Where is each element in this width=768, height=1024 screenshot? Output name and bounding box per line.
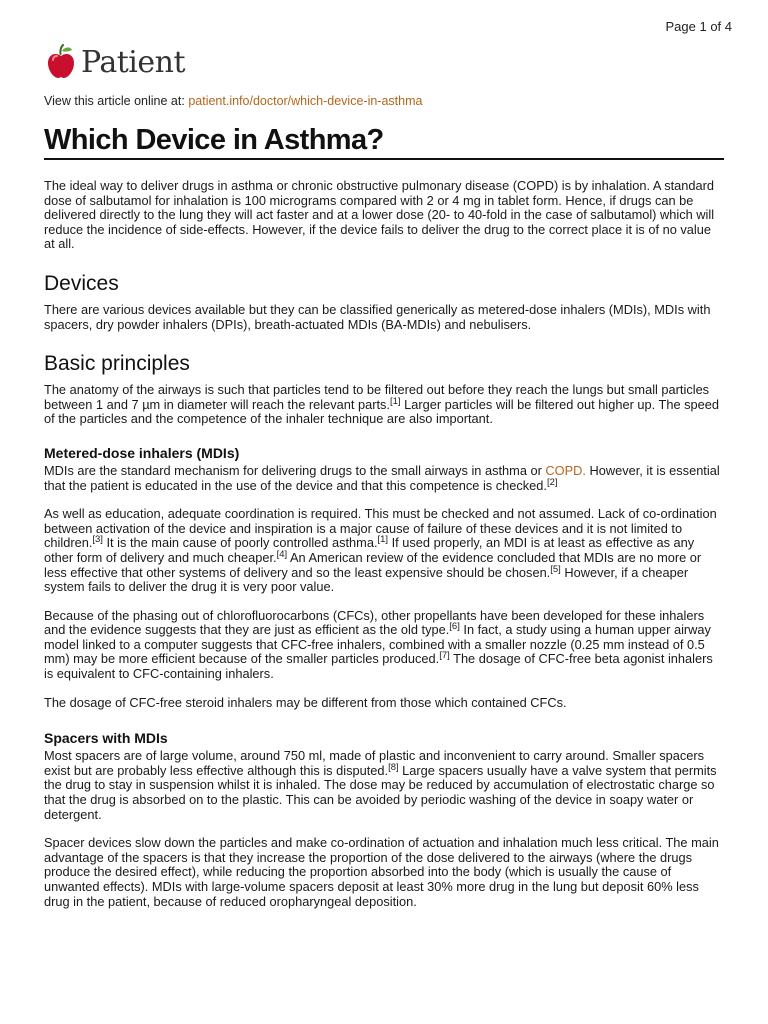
mdi-paragraph-4: The dosage of CFC-free steroid inhalers may be different from those which contained CFCs. [44,694,567,710]
reference-link[interactable]: [1] [377,534,389,546]
devices-paragraph: There are various devices available but they can be classified generically as metered-dose inhalers (MDIs), MDIs with spacers, dry powder inhalers (DPIs), breath-actuated MDIs (BA-MDIs) and nebulisers. [44,301,711,332]
reference-link[interactable]: [1] [389,395,401,407]
devices-heading: Devices [44,271,119,295]
logo-text: Patient [81,44,186,80]
reference-link[interactable]: [7] [439,650,450,662]
reference-link[interactable]: [2] [546,476,558,488]
mdi-paragraph-2: As well as education, adequate coordination is required. This must be checked and not assumed. Lack of co-ordination between activation of the device and inspiration is a major cause of failure of these devices and it is not limited to children.[3] It is the main cause of poorly controlled asthma.[1] If used properly, an MDI is at least as effective as any other form of delivery and much cheaper.[4] An American review of the evidence concluded that MDIs are no more or less effective that other systems of delivery and so the least expensive should be chosen.[5] However, if a cheaper system fails to deliver the drug it is very poor value. [44,506,717,595]
article-url-link[interactable]: patient.info/doctor/which-device-in-asthma [188,94,423,108]
reference-link[interactable]: [3] [92,534,103,546]
spacers-paragraph-1: Most spacers are of large volume, around 750 ml, made of plastic and inconvenient to carry around. Smaller spacers exist but are probably less effective although this is disputed.[8] Large spacers usually have a valve system that permits the drug to stay in suspension whilst it is inhaled. The dose may be reduced by accumulation of electrostatic charge so that the drug is absorbed on to the plastic. This can be avoided by periodic washing of the device in soapy water or detergent. [44,748,717,822]
patient-logo[interactable] [45,44,185,80]
apple-icon [45,44,77,80]
spacers-heading: Spacers with MDIs [44,730,168,747]
reference-link[interactable]: [5] [550,563,561,575]
page-title: Which Device in Asthma? [44,124,724,160]
mdi-paragraph-3: Because of the phasing out of chlorofluorocarbons (CFCs), other propellants have been developed for these inhalers and the evidence suggests that they are just as efficient as the old type.[6] In fact, a study using a human upper airway model linked to a computer suggests that CFC-free inhalers, combined with a smaller nozzle (0.25 mm instead of 0.5 mm) may be more efficient because of the smaller particles produced.[7] The dosage of CFC-free beta agonist inhalers is equivalent to CFC-containing inhalers. [44,607,713,682]
online-prefix: View this article online at: [44,94,185,108]
intro-paragraph: The ideal way to deliver drugs in asthma or chronic obstructive pulmonary disease (COPD) is by inhalation. A standard dose of salbutamol for inhalation is 100 micrograms compared with 2 or 4 mg in tablet form. Hence, if drugs can be delivered directly to the lung they will act faster and at a lower dose (20- to 40-fold in the case of salbutamol) which will reduce the incidence of side-effects. However, if the device fails to deliver the drug to the correct place it is of no value at all. [44,178,715,252]
mdi-heading: Metered-dose inhalers (MDIs) [44,444,240,461]
online-link-line [44,94,422,108]
copd-link[interactable]: COPD. [545,462,586,478]
page-number: Page 1 of 4 [665,19,732,34]
spacers-paragraph-2: Spacer devices slow down the particles and make co-ordination of actuation and inhalation much less critical. The main advantage of the spacers is that they increase the proportion of the dose delivered to the airways (where the drugs produce the desired effect), while reducing the proportion absorbed into the body (which is usually the cause of unwanted effects). MDIs with large-volume spacers deposit at least 30% more drug in the lung but deposit 60% less drug in the patient, because of reduced oropharyngeal deposition. [44,835,719,909]
reference-link[interactable]: [8] [388,761,399,773]
basic-principles-heading: Basic principles [44,352,190,376]
reference-link[interactable]: [4] [276,548,288,560]
article-content [44,120,724,909]
reference-link[interactable]: [6] [449,621,460,633]
mdi-paragraph-1: MDIs are the standard mechanism for delivering drugs to the small airways in asthma or COPD. However, it is essential that the patient is educated in the use of the device and that this competence is checked.[2] [44,462,720,493]
basic-principles-paragraph: The anatomy of the airways is such that particles tend to be filtered out before they reach the lungs but small particles between 1 and 7 µm in diameter will reach the relevant parts.[1] Larger particles will be filtered out higher up. The speed of the particles and the competence of the inhaler technique are also important. [44,382,719,427]
